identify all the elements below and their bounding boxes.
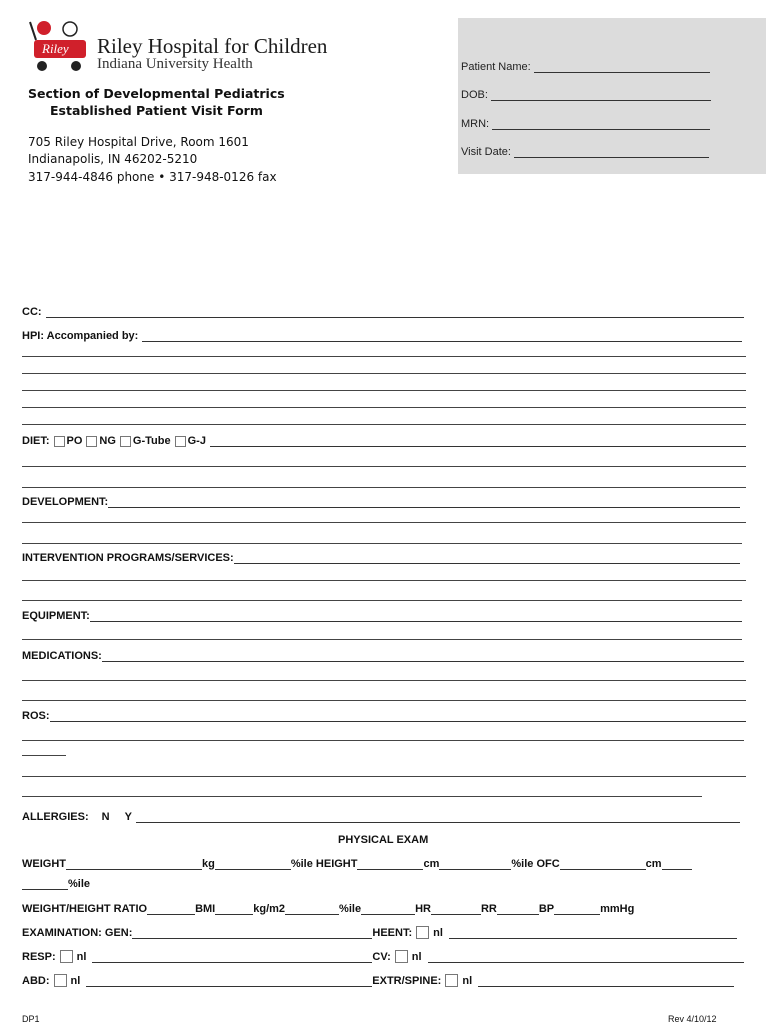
address-line-2: Indianapolis, IN 46202-5210 xyxy=(28,152,198,166)
allergy-y-option[interactable]: Y xyxy=(124,811,132,823)
ros-line[interactable] xyxy=(22,740,744,741)
allergies-label: ALLERGIES: xyxy=(22,811,89,823)
abd-label: ABD: xyxy=(22,975,50,987)
cv-nl-label: nl xyxy=(411,951,422,963)
heent-label: HEENT: xyxy=(372,927,413,939)
cv-nl-checkbox[interactable] xyxy=(395,950,408,963)
extr-nl-label: nl xyxy=(462,975,473,987)
diet-ng-label: NG xyxy=(99,435,116,447)
ros-label: ROS: xyxy=(22,710,50,722)
form-title: Established Patient Visit Form xyxy=(50,103,263,118)
diet-po-label: PO xyxy=(66,435,83,447)
ile-height-label: %ile HEIGHT xyxy=(290,858,358,870)
equipment-label: EQUIPMENT: xyxy=(22,610,90,622)
diet-label: DIET: xyxy=(22,435,50,447)
heent-nl-label: nl xyxy=(433,927,443,939)
ros-line[interactable] xyxy=(22,755,66,756)
dob-label: DOB: xyxy=(461,89,488,101)
abd-row[interactable] xyxy=(22,974,734,987)
ratio-row[interactable] xyxy=(22,903,634,915)
abd-nl-checkbox[interactable] xyxy=(54,974,67,987)
resp-nl-label: nl xyxy=(76,951,87,963)
address-line-3: 317-944-4846 phone • 317-948-0126 fax xyxy=(28,170,277,184)
address-line-1: 705 Riley Hospital Drive, Room 1601 xyxy=(28,135,249,149)
development-line[interactable] xyxy=(22,543,742,544)
cc-label: CC: xyxy=(22,306,42,318)
physical-exam-title: PHYSICAL EXAM xyxy=(338,834,429,846)
resp-nl-checkbox[interactable] xyxy=(60,950,73,963)
equipment-line[interactable] xyxy=(22,639,742,640)
abd-nl-label: nl xyxy=(70,975,81,987)
mrn-label: MRN: xyxy=(461,118,490,130)
ile-label-2: %ile xyxy=(339,903,362,915)
diet-line[interactable] xyxy=(22,466,746,467)
hpi-line[interactable] xyxy=(22,356,746,357)
resp-label: RESP: xyxy=(22,951,56,963)
allergies-field[interactable] xyxy=(22,811,740,823)
dob-field[interactable] xyxy=(461,89,711,101)
heent-nl-checkbox[interactable] xyxy=(416,926,429,939)
cv-label: CV: xyxy=(372,951,391,963)
cm-unit-2: cm xyxy=(645,858,662,870)
medications-label: MEDICATIONS: xyxy=(22,650,102,662)
development-label: DEVELOPMENT: xyxy=(22,496,109,508)
medications-field[interactable] xyxy=(22,650,744,662)
allergy-n-option[interactable]: N xyxy=(101,811,110,823)
hpi-line[interactable] xyxy=(22,390,746,391)
diet-line[interactable] xyxy=(22,487,746,488)
extr-nl-checkbox[interactable] xyxy=(445,974,458,987)
hpi-label: HPI: Accompanied by: xyxy=(22,330,139,342)
ofc-percentile-row[interactable] xyxy=(22,878,90,890)
intervention-field[interactable] xyxy=(22,552,740,564)
diet-gj-label: G-J xyxy=(187,435,206,447)
medications-line[interactable] xyxy=(22,700,746,701)
visit-date-label: Visit Date: xyxy=(461,146,511,158)
kg-unit: kg xyxy=(202,858,215,870)
gen-row[interactable] xyxy=(22,926,737,939)
intervention-line[interactable] xyxy=(22,580,746,581)
diet-ng-checkbox[interactable] xyxy=(86,436,97,447)
weight-row[interactable] xyxy=(22,858,692,870)
mrn-field[interactable] xyxy=(461,118,710,130)
rr-label: RR xyxy=(480,903,497,915)
ros-line[interactable] xyxy=(22,796,702,797)
diet-gj-checkbox[interactable] xyxy=(175,436,186,447)
development-field[interactable] xyxy=(22,496,740,508)
riley-logo xyxy=(26,18,92,74)
visit-date-field[interactable] xyxy=(461,146,709,158)
hr-label: HR xyxy=(415,903,431,915)
medications-line[interactable] xyxy=(22,680,746,681)
hpi-line[interactable] xyxy=(22,424,746,425)
equipment-field[interactable] xyxy=(22,610,742,622)
hospital-subtitle: Indiana University Health xyxy=(97,56,253,72)
cc-field[interactable] xyxy=(22,306,744,318)
cm-unit: cm xyxy=(423,858,440,870)
patient-name-field[interactable] xyxy=(461,61,710,73)
weight-label: WEIGHT xyxy=(22,858,66,870)
bmi-label: BMI xyxy=(195,903,216,915)
bp-label: BP xyxy=(538,903,555,915)
form-code: DP1 xyxy=(22,1014,40,1024)
hpi-line[interactable] xyxy=(22,407,746,408)
diet-po-checkbox[interactable] xyxy=(54,436,65,447)
logo-badge: Riley xyxy=(42,41,69,56)
mmhg-unit: mmHg xyxy=(600,903,635,915)
ile-label: %ile xyxy=(68,878,91,890)
ros-field[interactable] xyxy=(22,710,746,722)
kgm2-unit: kg/m2 xyxy=(253,903,286,915)
resp-row[interactable] xyxy=(22,950,744,963)
intervention-label: INTERVENTION PROGRAMS/SERVICES: xyxy=(22,552,234,564)
revision-date: Rev 4/10/12 xyxy=(668,1014,717,1024)
ile-ofc-label: %ile OFC xyxy=(511,858,560,870)
hospital-name: Riley Hospital for Children xyxy=(97,34,328,58)
section-title: Section of Developmental Pediatrics xyxy=(28,86,285,101)
diet-field[interactable] xyxy=(22,435,746,447)
intervention-line[interactable] xyxy=(22,600,742,601)
hpi-line[interactable] xyxy=(22,373,746,374)
diet-gtube-label: G-Tube xyxy=(132,435,171,447)
wh-ratio-label: WEIGHT/HEIGHT RATIO xyxy=(22,903,148,915)
development-line[interactable] xyxy=(22,522,746,523)
hpi-field[interactable] xyxy=(22,330,742,342)
gen-label: EXAMINATION: GEN: xyxy=(22,927,133,939)
diet-gtube-checkbox[interactable] xyxy=(120,436,131,447)
ros-line[interactable] xyxy=(22,776,746,777)
patient-name-label: Patient Name: xyxy=(461,61,531,73)
extr-label: EXTR/SPINE: xyxy=(372,975,442,987)
